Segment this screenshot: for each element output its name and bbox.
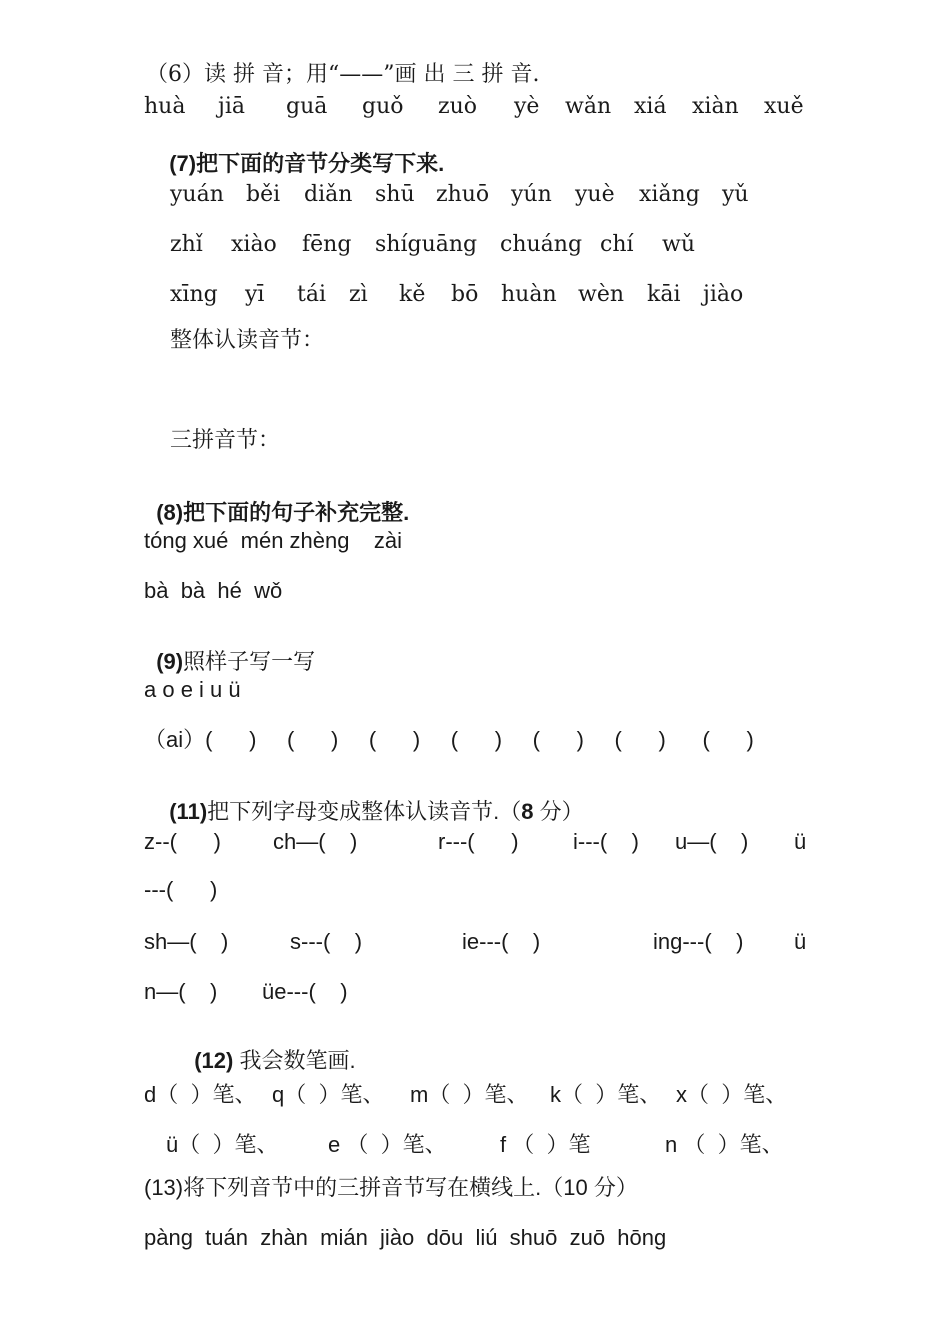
answer-blank[interactable]: ch—( ) [273, 829, 358, 854]
three-spelling-syllable-label: 三拼音节： [170, 428, 281, 453]
syllable: tái [297, 282, 326, 307]
answer-blank[interactable]: n—( ) [144, 979, 218, 1004]
question-instruction: 把下列字母变成整体认读音节.（ [207, 799, 522, 824]
answer-blank[interactable]: sh—( ) [144, 929, 229, 954]
question-number: (12) [194, 1048, 234, 1073]
question-instruction: 我会数笔画. [233, 1048, 356, 1073]
q11-heading [157, 779, 584, 823]
q6-syllable-row [0, 94, 950, 122]
syllable: yuè [575, 182, 615, 207]
syllable: yè [514, 94, 540, 119]
syllable: guǒ [362, 94, 404, 119]
syllable: yǔ [722, 182, 749, 207]
syllable: zuò [438, 94, 478, 119]
stroke-count-blank[interactable]: n （ ）笔、 [665, 1132, 784, 1157]
syllable: zhǐ [170, 232, 203, 257]
syllable: xīng [170, 282, 218, 307]
answer-blank[interactable]: ing---( ) [653, 929, 744, 954]
q11-row-1 [0, 829, 950, 857]
question-instruction: 把下面的句子补充完整. [183, 500, 410, 525]
question-number: (11) [169, 799, 208, 824]
syllable: zhuō [436, 182, 490, 207]
syllable: chí [600, 232, 634, 257]
q11-row-3 [0, 979, 950, 1007]
q7-heading [157, 131, 444, 175]
q9-answer-blanks[interactable]: （ai）( ) ( ) ( ) ( ) ( ) ( ) ( ) [144, 727, 754, 752]
syllable: xuě [764, 94, 804, 119]
letter: ü [794, 829, 807, 854]
syllable: kě [399, 282, 426, 307]
syllable: fēng [302, 232, 352, 257]
stroke-count-blank[interactable]: m（ ）笔、 [410, 1082, 529, 1107]
q6-instruction: （6）读 拼 音；用“——”画 出 三 拼 音. [146, 62, 540, 87]
syllable: jiā [218, 94, 245, 119]
q13-heading: (13)将下列音节中的三拼音节写在横线上.（10 分） [144, 1175, 638, 1200]
syllable: zì [349, 282, 368, 307]
syllable: xiào [231, 232, 277, 257]
question-number: (8) [156, 500, 184, 525]
syllable: kāi [647, 282, 681, 307]
syllable: wǎn [565, 94, 612, 119]
syllable: běi [246, 182, 281, 207]
question-number: (7) [169, 151, 197, 176]
stroke-count-blank[interactable]: k（ ）笔、 [550, 1082, 662, 1107]
stroke-count-blank[interactable]: ü（ ）笔、 [166, 1132, 279, 1157]
q7-syllable-row-1 [0, 182, 950, 210]
syllable: bō [451, 282, 479, 307]
stroke-count-blank[interactable]: e （ ）笔、 [328, 1132, 447, 1157]
q12-row-2 [0, 1128, 950, 1156]
syllable: chuáng [500, 232, 583, 257]
q8-sentence-2: bà bà hé wǒ [144, 578, 283, 603]
syllable: huà [144, 94, 186, 119]
answer-blank[interactable]: ---( ) [144, 877, 218, 902]
syllable: xiá [634, 94, 667, 119]
score: 8 [521, 799, 534, 824]
syllable: yún [511, 182, 552, 207]
syllable: shū [375, 182, 415, 207]
syllable: guā [286, 94, 328, 119]
answer-blank[interactable]: üe---( ) [262, 979, 348, 1004]
stroke-count-blank[interactable]: d（ ）笔、 [144, 1082, 257, 1107]
answer-blank[interactable]: i---( ) [573, 829, 639, 854]
answer-blank[interactable]: r---( ) [438, 829, 519, 854]
q12-heading [182, 1028, 356, 1072]
answer-blank[interactable]: ie---( ) [462, 929, 541, 954]
q12-row-1 [0, 1078, 950, 1106]
answer-blank[interactable]: u—( ) [675, 829, 749, 854]
question-instruction: 照样子写一写 [183, 649, 316, 674]
score-unit: 分） [533, 799, 584, 824]
syllable: shíguāng [375, 232, 478, 257]
syllable: huàn [501, 282, 557, 307]
syllable: jiào [703, 282, 744, 307]
letter: ü [794, 929, 807, 954]
stroke-count-blank[interactable]: q（ ）笔、 [272, 1082, 385, 1107]
syllable: xiàn [692, 94, 739, 119]
q8-sentence-1: tóng xué mén zhèng zài [144, 528, 403, 553]
answer-blank[interactable]: z--( ) [144, 829, 221, 854]
q9-vowels: a o e i u ü [144, 677, 241, 702]
syllable: wǔ [662, 232, 695, 257]
q13-syllables: pàng tuán zhàn mián jiào dōu liú shuō zuō hōng [144, 1225, 667, 1250]
q9-heading [144, 629, 315, 673]
stroke-count-blank[interactable]: x（ ）笔、 [676, 1082, 788, 1107]
question-number: (9) [156, 649, 184, 674]
q7-syllable-row-3 [0, 282, 950, 310]
whole-syllable-label: 整体认读音节： [170, 328, 325, 353]
answer-blank[interactable]: s---( ) [290, 929, 363, 954]
q7-syllable-row-2 [0, 232, 950, 260]
q11-row-2 [0, 929, 950, 957]
question-instruction: 把下面的音节分类写下来. [196, 151, 445, 176]
syllable: yī [245, 282, 265, 307]
syllable: wèn [578, 282, 625, 307]
syllable: diǎn [304, 182, 353, 207]
q8-heading [144, 480, 409, 524]
syllable: xiǎng [639, 182, 700, 207]
stroke-count-blank[interactable]: f （ ）笔 [500, 1132, 591, 1157]
syllable: yuán [170, 182, 224, 207]
